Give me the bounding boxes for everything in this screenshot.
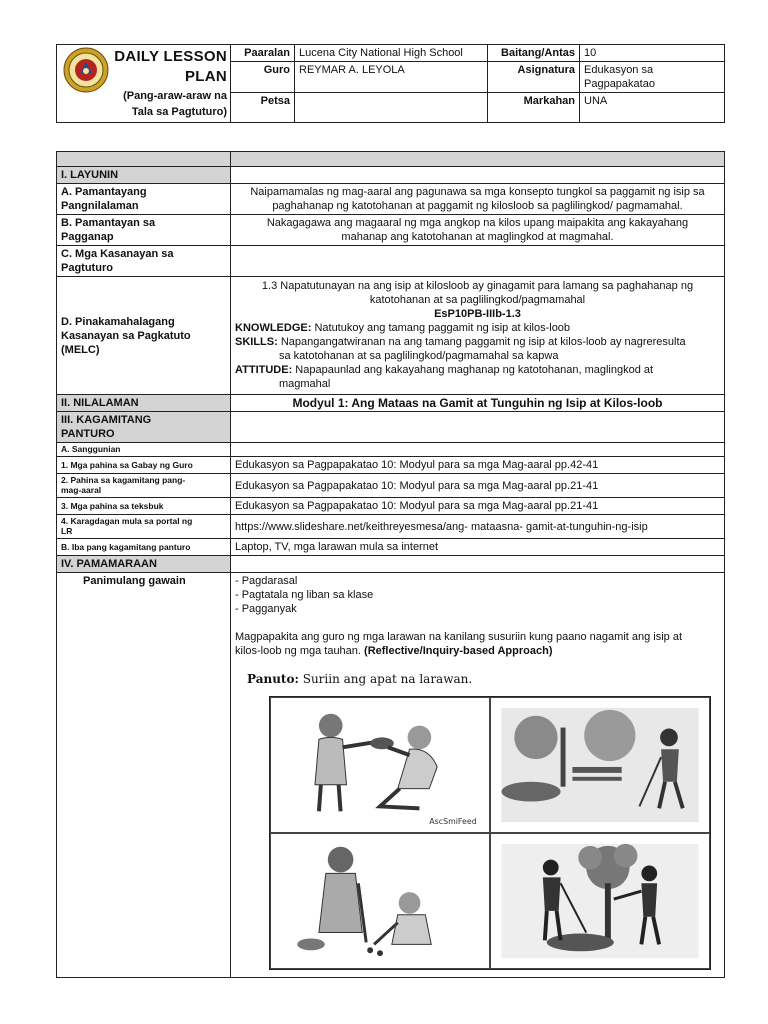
melc-label — [57, 277, 231, 395]
iba-value: Laptop, TV, mga larawan mula sa internet — [231, 539, 725, 556]
skills-text-line-1: Napangangatwiranan na ang tamang paggamit ng isip at kilos-loob ay nagreresulta — [277, 336, 686, 348]
panuto-label: Panuto: — [247, 672, 299, 686]
svg-text:AscSmiFeed: AscSmiFeed — [429, 817, 477, 827]
motivation-line-1: Magpapakita ang guro ng mga larawan na kanilang susuriin kung paano nagamit ang isip at — [235, 631, 683, 643]
title-line-1: DAILY LESSON — [114, 48, 227, 65]
nilalaman-value: Modyul 1: Ang Mataas na Gamit at Tunguhin ng Isip at Kilos-loob — [231, 395, 725, 412]
title-line-2: PLAN — [184, 68, 227, 85]
paaralan-value: Lucena City National High School — [295, 45, 488, 62]
pamantayang-pangnilalaman-label-line-2: Pangnilalaman — [61, 200, 139, 212]
skills-label: SKILLS: — [235, 336, 278, 348]
motivation-line-2 — [235, 644, 720, 658]
title-cell — [57, 45, 231, 123]
subtitle-line-2: Tala sa Pagtuturo) — [131, 106, 227, 118]
skills-objective — [235, 335, 720, 363]
pamantayan-sa-pagganap-label-line-1: B. Pamantayan sa — [61, 217, 156, 229]
pamantayang-pangnilalaman-label — [57, 184, 231, 215]
pamantayan-sa-pagganap-text — [231, 215, 725, 246]
helping-elderly-illustration — [270, 833, 490, 969]
kasanayan-label-line-1: C. Mga Kasanayan sa — [61, 248, 174, 260]
melc-label-line-1: D. Pinakamahalagang — [61, 315, 175, 328]
pamantayan-sa-pagganap-label-line-2: Pagganap — [61, 231, 114, 243]
knowledge-text: Natutukoy ang tamang paggamit ng isip at kilos-loob — [311, 322, 571, 334]
pamantayang-pangnilalaman-line-1: Naipamamalas ng mag-aaral ang pagunawa sa mga konsepto tungkol sa paggamit ng isip sa — [250, 186, 705, 198]
asignatura-label: Asignatura — [488, 62, 580, 93]
pamantayang-pangnilalaman-line-2: paghahanap ng katotohanan at paggamit ng kilosloob sa paglilingkod/ pagmamahal. — [272, 200, 683, 212]
petsa-label: Petsa — [231, 93, 295, 123]
pamamaraan-heading: IV. PAMAMARAAN — [57, 556, 231, 573]
kagamitang-heading-line-2: PANTURO — [61, 428, 115, 440]
portal-label — [57, 515, 231, 539]
attitude-text-line-2: magmahal — [279, 378, 331, 390]
pamantayan-sa-pagganap-line-1: Nakagagawa ang magaaral ng mga angkop na kilos upang maipakita ang kakayahang — [266, 217, 689, 229]
sharing-food-illustration — [270, 697, 490, 833]
melc-text-line-2: katotohanan at sa paglilingkod/pagmamahal — [369, 294, 586, 306]
asignatura-value-line-1: Edukasyon sa — [584, 64, 654, 76]
skills-text-line-2: sa katotohanan at sa paglilingkod/pagmamahal sa kapwa — [279, 350, 559, 362]
portal-label-line-2: LR — [61, 526, 73, 536]
picture-grid — [269, 696, 711, 970]
asignatura-value — [580, 62, 725, 93]
sanggunian-label: A. Sanggunian — [57, 443, 231, 457]
tree-planting-illustration — [490, 833, 710, 969]
kagamitang-pang-label-line-2: mag-aaral — [61, 485, 102, 495]
nilalaman-heading: II. NILALAMAN — [57, 395, 231, 412]
portal-label-line-1: 4. Karagdagan mula sa portal ng — [61, 516, 193, 526]
attitude-label: ATTITUDE: — [235, 364, 293, 376]
gabay-label: 1. Mga pahina sa Gabay ng Guro — [57, 457, 231, 474]
park-cleaning-illustration — [490, 697, 710, 833]
markahan-value: UNA — [580, 93, 725, 123]
gabay-value: Edukasyon sa Pagpapakatao 10: Modyul para sa mga Mag-aaral pp.42-41 — [231, 457, 725, 474]
melc-code: EsP10PB-IIIb-1.3 — [434, 308, 521, 320]
melc-text-line-1: 1.3 Napatutunayan na ang isip at kilosloob ay ginagamit para lamang sa paghahanap ng — [261, 280, 694, 292]
sanggunian-empty — [231, 443, 725, 457]
guro-label: Guro — [231, 62, 295, 93]
melc-label-line-3: (MELC) — [61, 343, 100, 356]
kagamitang-empty — [231, 412, 725, 443]
guro-value: REYMAR A. LEYOLA — [295, 62, 488, 93]
lesson-plan-table — [56, 151, 725, 978]
activity-3: - Pagganyak — [235, 603, 297, 615]
asignatura-value-line-2: Pagpapakatao — [584, 78, 655, 90]
kagamitang-heading-line-1: III. KAGAMITANG — [61, 414, 152, 426]
markahan-label: Markahan — [488, 93, 580, 123]
kagamitang-heading — [57, 412, 231, 443]
pamantayang-pangnilalaman-label-line-1: A. Pamantayang — [61, 186, 147, 198]
layunin-heading: I. LAYUNIN — [57, 167, 231, 184]
melc-label-line-2: Kasanayan sa Pagkatuto — [61, 329, 191, 342]
pamantayang-pangnilalaman-text — [231, 184, 725, 215]
kagamitang-pang-label — [57, 474, 231, 498]
kasanayan-label-line-2: Pagtuturo — [61, 262, 113, 274]
kagamitang-pang-value: Edukasyon sa Pagpapakatao 10: Modyul para sa mga Mag-aaral pp.21-41 — [231, 474, 725, 498]
pamantayan-sa-pagganap-label — [57, 215, 231, 246]
attitude-text-line-1: Napapaunlad ang kakayahang maghanap ng katotohanan, maglingkod at — [292, 364, 654, 376]
activity-1: - Pagdarasal — [235, 575, 298, 587]
pamantayan-sa-pagganap-line-2: mahanap ang katotohanan at maglingkod at magmahal. — [341, 231, 614, 243]
panuto-instruction — [247, 672, 720, 686]
iba-label: B. Iba pang kagamitang panturo — [57, 539, 231, 556]
panimulang-label: Panimulang gawain — [57, 573, 231, 978]
top-gray-bar-right — [231, 152, 725, 167]
panimulang-content — [231, 573, 725, 978]
kasanayan-empty — [231, 246, 725, 277]
layunin-empty — [231, 167, 725, 184]
melc-content — [231, 277, 725, 395]
knowledge-label: KNOWLEDGE: — [235, 322, 312, 334]
kasanayan-label — [57, 246, 231, 277]
pamamaraan-empty — [231, 556, 725, 573]
panuto-text: Suriin ang apat na larawan. — [298, 672, 473, 686]
kagamitang-pang-label-line-1: 2. Pahina sa kagamitang pang- — [61, 475, 186, 485]
activity-2: - Pagtatala ng liban sa klase — [235, 589, 374, 601]
motivation-text: kilos-loob ng mga tauhan. — [235, 645, 365, 657]
approach-label: (Reflective/Inquiry-based Approach) — [364, 645, 553, 657]
top-gray-bar-left — [57, 152, 231, 167]
teksbuk-value: Edukasyon sa Pagpapakatao 10: Modyul para sa mga Mag-aaral pp.21-41 — [231, 498, 725, 515]
header-table — [56, 44, 725, 123]
subtitle-line-1: (Pang-araw-araw na — [123, 90, 227, 102]
school-seal-icon — [63, 47, 109, 93]
teksbuk-label: 3. Mga pahina sa teksbuk — [57, 498, 231, 515]
baitang-label: Baitang/Antas — [488, 45, 580, 62]
portal-link[interactable]: https://www.slideshare.net/keithreyesmesa/ang- mataasna- gamit-at-tunguhin-ng-isip — [231, 515, 725, 539]
attitude-objective — [235, 363, 720, 391]
paaralan-label: Paaralan — [231, 45, 295, 62]
knowledge-objective — [235, 321, 720, 335]
baitang-value: 10 — [580, 45, 725, 62]
petsa-value — [295, 93, 488, 123]
